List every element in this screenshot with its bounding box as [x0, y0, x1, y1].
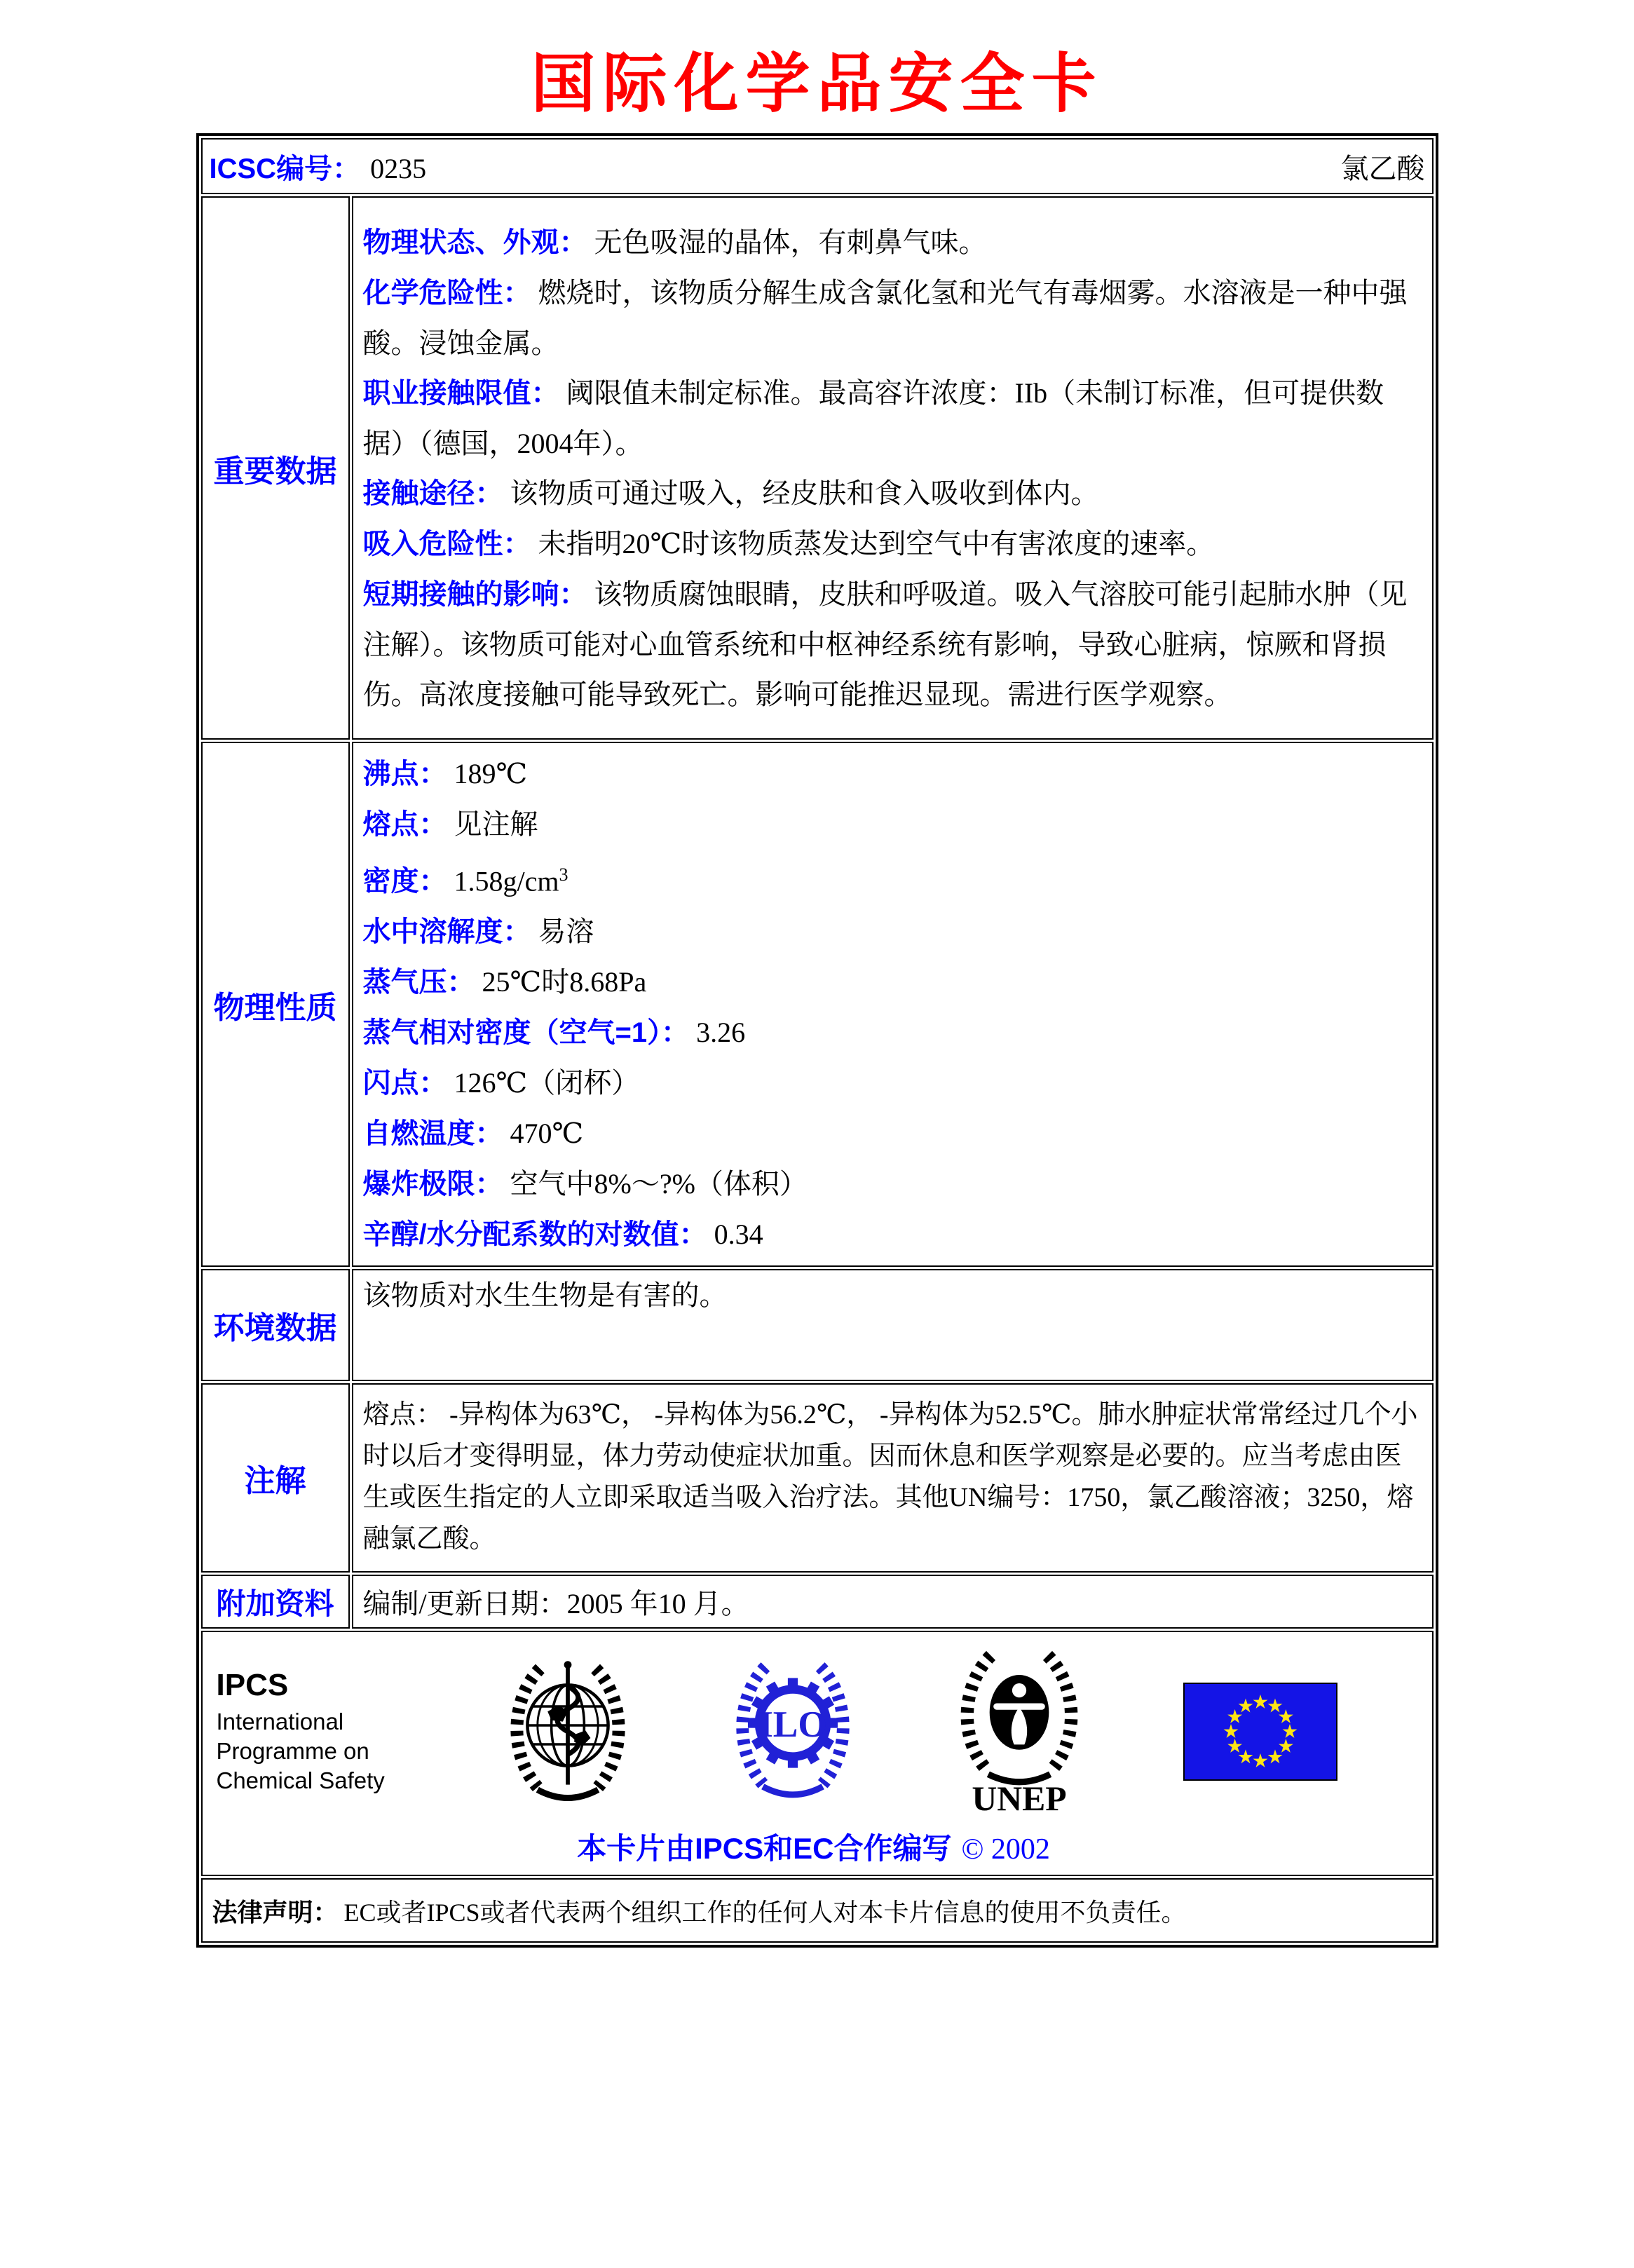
logos-cell [201, 1631, 1434, 1876]
important-data-row [201, 196, 1434, 740]
important-data-row-label: 重要数据 [201, 196, 350, 740]
environmental-data-text: 该物质对水生生物是有害的。 [362, 1279, 728, 1312]
field-label: 熔点： [362, 809, 447, 840]
environmental-data-row [201, 1269, 1434, 1381]
field-value: 0.34 [714, 1218, 763, 1251]
property-line [363, 1058, 1422, 1108]
field-label: 职业接触限值： [362, 377, 559, 409]
property-line [363, 1007, 1422, 1058]
field-label: 化学危险性： [362, 277, 531, 308]
logos-row [201, 1631, 1434, 1876]
ipcs-line: Programme on [216, 1738, 369, 1765]
additional-info-text: 编制/更新日期：2005 年10 月。 [362, 1588, 749, 1620]
property-line [363, 906, 1422, 957]
field-label: 闪点： [362, 1068, 447, 1099]
field-value: 126℃（闭杯） [454, 1067, 640, 1099]
notes-row [201, 1383, 1434, 1573]
density-superscript: 3 [559, 864, 569, 885]
important-data-item [363, 217, 1422, 268]
cooperation-caption [217, 1826, 1411, 1868]
field-value: 470℃ [510, 1118, 584, 1150]
important-data-item [363, 519, 1422, 569]
icsc-number-value: 0235 [370, 152, 427, 184]
legal-text: EC或者IPCS或者代表两个组织工作的任何人对本卡片信息的使用不负责任。 [343, 1898, 1187, 1927]
important-data-item [363, 569, 1422, 719]
field-label: 爆炸极限： [362, 1169, 503, 1200]
environmental-data-content [352, 1269, 1434, 1381]
field-label: 密度： [362, 866, 447, 897]
field-label: 自燃温度： [362, 1118, 503, 1150]
field-value: 该物质可通过吸入，经皮肤和食入吸收到体内。 [510, 477, 1099, 509]
ilo-logo-text: ILO [758, 1703, 827, 1746]
field-value: 未指明20℃时该物质蒸发达到空气中有害浓度的速率。 [538, 527, 1215, 559]
field-value: 空气中8%～?%（体积） [510, 1168, 808, 1200]
field-label: 接触途径： [362, 477, 503, 509]
field-value: 见注解 [454, 808, 538, 840]
ipcs-line: Chemical Safety [216, 1767, 385, 1794]
notes-row-label: 注解 [201, 1383, 350, 1573]
property-line [363, 957, 1422, 1007]
physical-properties-content [352, 742, 1434, 1267]
property-line [363, 749, 1422, 799]
field-value: 易溶 [538, 916, 594, 948]
field-label: 辛醇/水分配系数的对数值： [362, 1219, 707, 1251]
cooperation-caption-text: 本卡片由IPCS和EC合作编写 [577, 1832, 952, 1866]
eu-flag-icon [1183, 1683, 1337, 1781]
notes-text: 熔点： -异构体为63℃， -异构体为56.2℃， -异构体为52.5℃。肺水肿症状常常经过几个小时以后才变得明显，体力劳动使症状加重。因而休息和医学观察是必要的。应当考虑由医生或医生指定的人立即采取适当吸入治疗法。其他UN编号：1750，氯乙酸溶液；3250，熔融氯乙酸。 [362, 1400, 1418, 1554]
field-value: 189℃ [454, 758, 528, 789]
icsc-number-label: ICSC编号： [209, 153, 361, 184]
physical-properties-row [201, 742, 1434, 1267]
property-line [363, 1209, 1422, 1260]
header-cell [201, 138, 1434, 194]
property-line [363, 1108, 1422, 1159]
legal-row [201, 1878, 1434, 1943]
additional-info-row-label: 附加资料 [201, 1575, 350, 1629]
field-value: 3.26 [696, 1017, 746, 1049]
field-value: 该物质腐蚀眼睛，皮肤和呼吸道。吸入气溶胶可能引起肺水肿（见注解）。该物质可能对心血管系统和中枢神经系统有影响，导致心脏病，惊厥和肾损伤。高浓度接触可能导致死亡。影响可能推迟显现。需进行医学观察。 [362, 578, 1408, 710]
ipcs-title: IPCS [216, 1668, 289, 1703]
field-label: 短期接触的影响： [362, 578, 587, 610]
ipcs-text-block [217, 1668, 406, 1795]
additional-info-content [352, 1575, 1434, 1629]
field-value: 1.58g/cm [454, 865, 559, 897]
icsc-number-group [210, 147, 427, 186]
who-logo-icon [505, 1656, 631, 1807]
unep-logo-text: UNEP [972, 1779, 1067, 1817]
header-row [201, 138, 1434, 194]
copyright-text: © 2002 [961, 1833, 1050, 1866]
field-label: 蒸气相对密度（空气=1）： [362, 1017, 690, 1049]
chemical-name: 氯乙酸 [1340, 152, 1425, 184]
property-line [363, 1159, 1422, 1209]
page-title: 国际化学品安全卡 [531, 48, 1103, 120]
ipcs-line: International [216, 1709, 344, 1735]
property-line [363, 850, 1422, 906]
legal-label: 法律声明： [212, 1897, 339, 1927]
field-label: 水中溶解度： [362, 916, 531, 948]
unep-logo-icon [955, 1648, 1084, 1816]
field-value: 无色吸湿的晶体，有刺鼻气味。 [594, 226, 987, 258]
field-value: 阈限值未制定标准。最高容许浓度：IIb（未制订标准，但可提供数据）（德国，2004年）。 [362, 376, 1384, 459]
physical-properties-row-label: 物理性质 [201, 742, 350, 1267]
legal-content [201, 1878, 1434, 1943]
important-data-item [363, 368, 1422, 468]
important-data-item [363, 468, 1422, 519]
field-label: 吸入危险性： [362, 528, 531, 559]
environmental-data-row-label: 环境数据 [201, 1269, 350, 1381]
property-line [363, 799, 1422, 850]
important-data-content [352, 196, 1434, 740]
notes-content [352, 1383, 1434, 1573]
field-label: 物理状态、外观： [362, 226, 587, 258]
ilo-logo-icon [730, 1657, 855, 1807]
field-label: 沸点： [362, 759, 447, 789]
additional-info-row [201, 1575, 1434, 1629]
safety-card-table [196, 133, 1438, 1948]
field-value: 燃烧时，该物质分解生成含氯化氢和光气有毒烟雾。水溶液是一种中强酸。浸蚀金属。 [362, 276, 1408, 359]
field-label: 蒸气压： [362, 967, 475, 998]
field-value: 25℃时8.68Pa [482, 966, 647, 998]
important-data-item [363, 268, 1422, 368]
